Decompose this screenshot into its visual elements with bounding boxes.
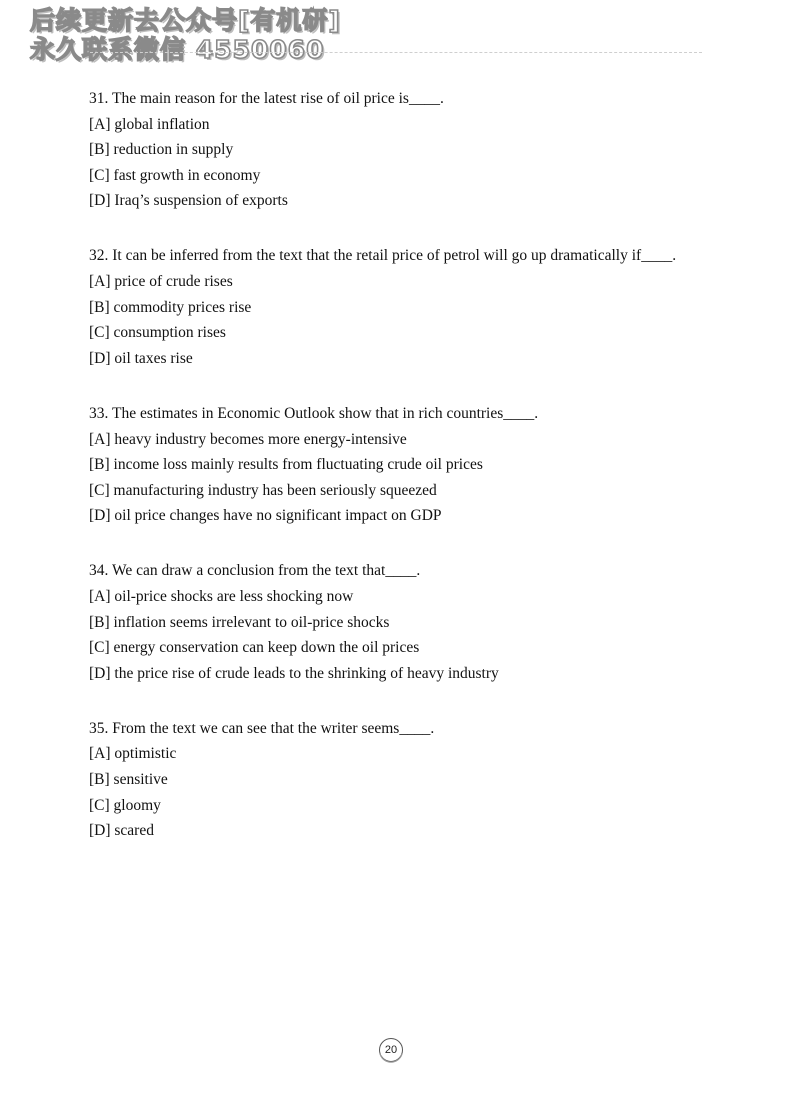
question-stem: 33. The estimates in Economic Outlook show that in rich countries____. (89, 404, 539, 422)
option-c: [C] consumption rises (89, 324, 226, 342)
question-stem: 34. We can draw a conclusion from the text that____. (89, 562, 421, 580)
option-c: [C] energy conservation can keep down the oil prices (89, 639, 420, 657)
question-stem: 35. From the text we can see that the writer seems____. (89, 719, 435, 737)
option-a: [A] price of crude rises (89, 273, 233, 291)
option-b: [B] sensitive (89, 771, 168, 789)
watermark-line-2: 永久联系微信 4550060 (30, 35, 325, 64)
question-31 (89, 86, 694, 214)
option-d: [D] oil taxes rise (89, 349, 193, 367)
option-d: [D] oil price changes have no significant impact on GDP (89, 507, 442, 525)
option-c: [C] gloomy (89, 796, 161, 814)
question-32 (89, 243, 694, 371)
option-b: [B] reduction in supply (89, 141, 234, 159)
watermark-line-1: 后续更新去公众号[有机研] (30, 6, 341, 35)
option-d: [D] scared (89, 822, 154, 840)
option-d: [D] the price rise of crude leads to the shrinking of heavy industry (89, 664, 499, 682)
question-34 (89, 558, 694, 686)
option-a: [A] oil-price shocks are less shocking now (89, 588, 354, 605)
option-c: [C] fast growth in economy (89, 166, 261, 184)
option-b: [B] inflation seems irrelevant to oil-price shocks (89, 613, 390, 631)
question-list (89, 86, 694, 873)
option-a: [A] global inflation (89, 115, 210, 133)
option-d: [D] Iraq’s suspension of exports (89, 192, 288, 210)
question-stem: 31. The main reason for the latest rise of oil price is____. (89, 90, 444, 107)
option-a: [A] optimistic (89, 745, 177, 763)
page-number-badge (377, 1036, 405, 1064)
header-rule (90, 52, 702, 53)
question-35 (89, 716, 694, 844)
question-stem: 32. It can be inferred from the text that the retail price of petrol will go up dramatically if____. (89, 247, 677, 265)
watermark (30, 6, 341, 64)
option-a: [A] heavy industry becomes more energy-intensive (89, 430, 407, 448)
option-b: [B] income loss mainly results from fluctuating crude oil prices (89, 456, 483, 474)
page-number: 20 (384, 1044, 398, 1056)
option-c: [C] manufacturing industry has been seriously squeezed (89, 481, 437, 499)
option-b: [B] commodity prices rise (89, 298, 252, 316)
question-33 (89, 401, 694, 529)
